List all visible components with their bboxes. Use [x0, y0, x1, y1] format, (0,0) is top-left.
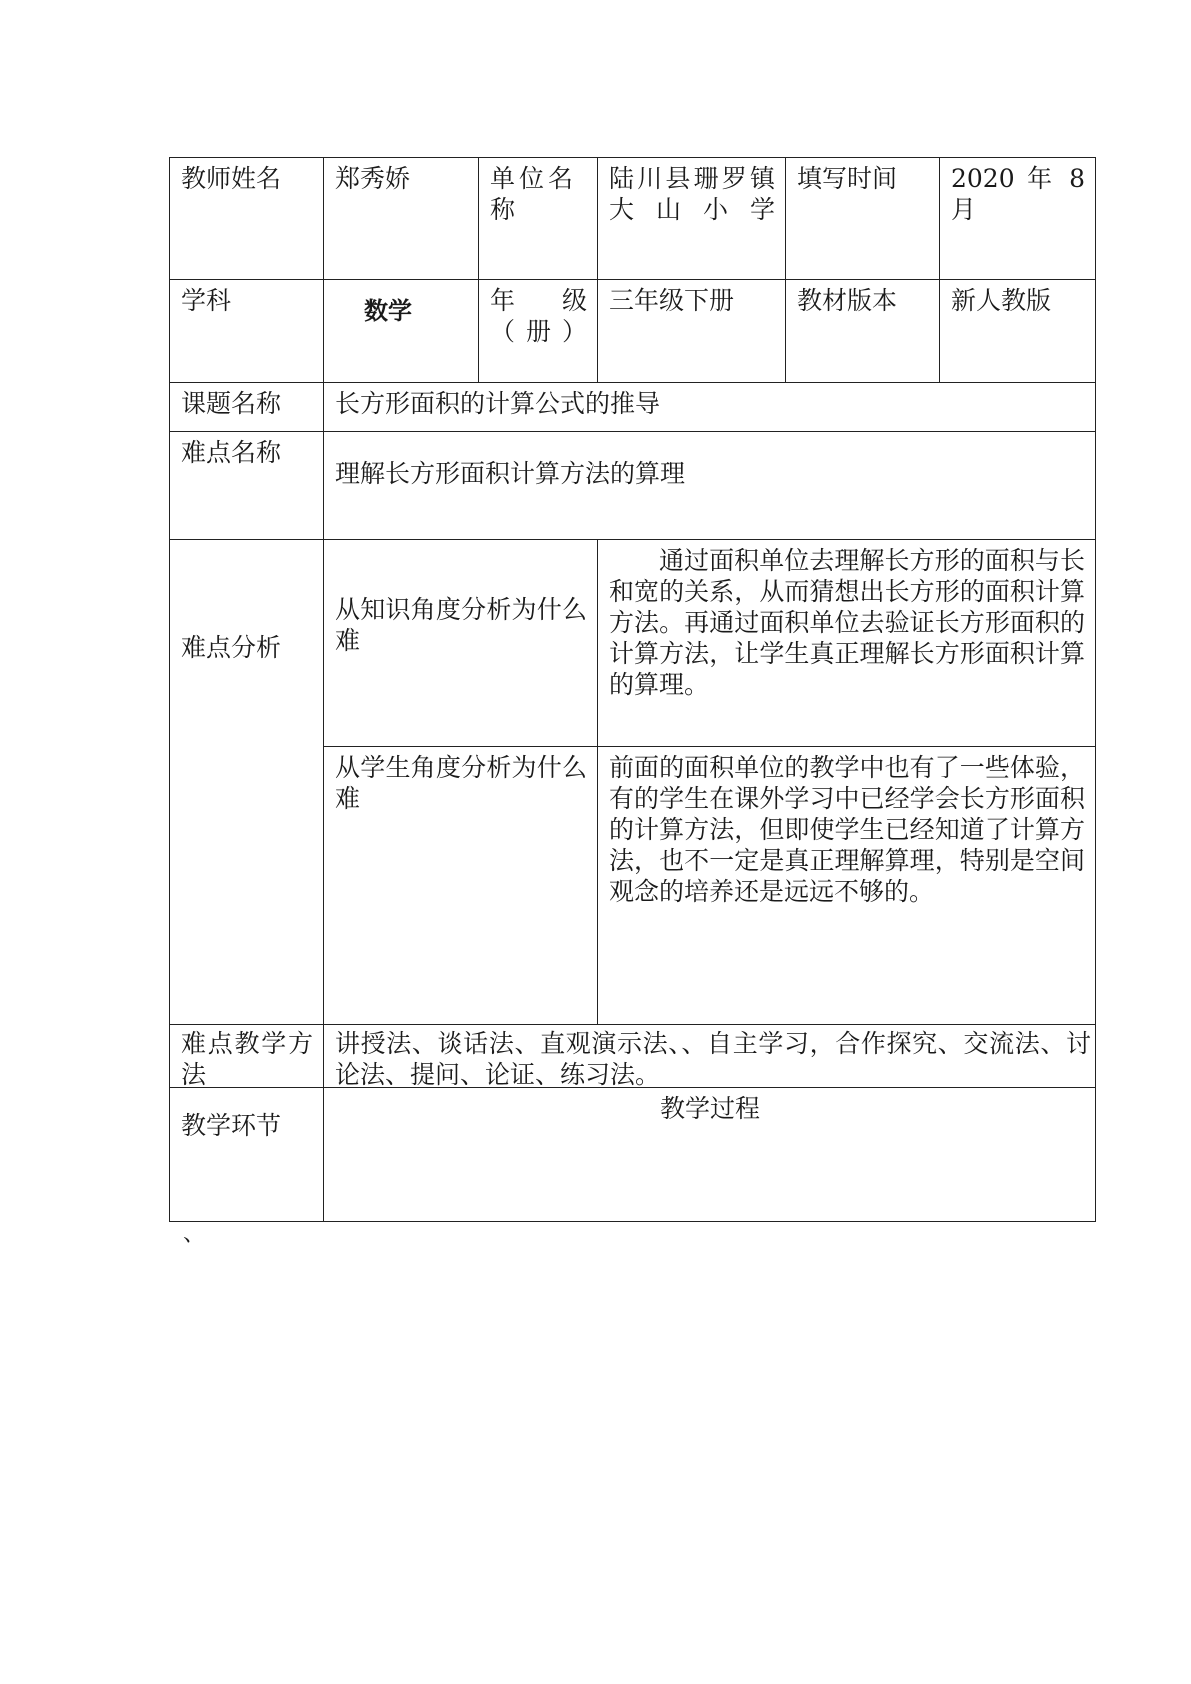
knowledge-angle-analysis: 通过面积单位去理解长方形的面积与长和宽的关系，从而猜想出长方形的面积计算方法。再通过面积单位去验证长方形面积的计算方法，让学生真正理解长方形面积计算的算理。: [597, 539, 1096, 747]
subject-label: 学科: [169, 279, 324, 383]
student-angle-label: 从学生角度分析为什么难: [323, 746, 598, 1025]
unit-value: 陆川县珊罗镇大山小学: [597, 157, 786, 280]
subject-value: 数学: [323, 279, 479, 383]
trailing-punctuation: 、: [183, 1222, 206, 1247]
fill-time-label: 填写时间: [785, 157, 940, 280]
unit-label: 单位名称: [478, 157, 598, 280]
knowledge-angle-label: 从知识角度分析为什么难: [323, 539, 598, 747]
difficulty-value: 理解长方形面积计算方法的算理: [323, 431, 1096, 540]
topic-value: 长方形面积的计算公式的推导: [323, 382, 1096, 432]
fill-time-value: 2020 年 8 月: [939, 157, 1096, 280]
grade-label: 年 级（册）: [478, 279, 598, 383]
teacher-name-value: 郑秀娇: [323, 157, 479, 280]
grade-value: 三年级下册: [597, 279, 786, 383]
method-label: 难点教学方法: [169, 1024, 324, 1088]
teaching-process-header: 教学过程: [323, 1087, 1096, 1222]
textbook-label: 教材版本: [785, 279, 940, 383]
analysis-label: 难点分析: [169, 539, 324, 1025]
topic-label: 课题名称: [169, 382, 324, 432]
teacher-name-label: 教师姓名: [169, 157, 324, 280]
method-value: 讲授法、谈话法、直观演示法、、自主学习，合作探究、交流法、讨论法、提问、论证、练习法。: [323, 1024, 1096, 1088]
textbook-value: 新人教版: [939, 279, 1096, 383]
student-angle-analysis: 前面的面积单位的教学中也有了一些体验，有的学生在课外学习中已经学会长方形面积的计算方法，但即使学生已经知道了计算方法，也不一定是真正理解算理，特别是空间观念的培养还是远远不够的。: [597, 746, 1096, 1025]
difficulty-label: 难点名称: [169, 431, 324, 540]
teaching-stage-label: 教学环节: [169, 1087, 324, 1222]
